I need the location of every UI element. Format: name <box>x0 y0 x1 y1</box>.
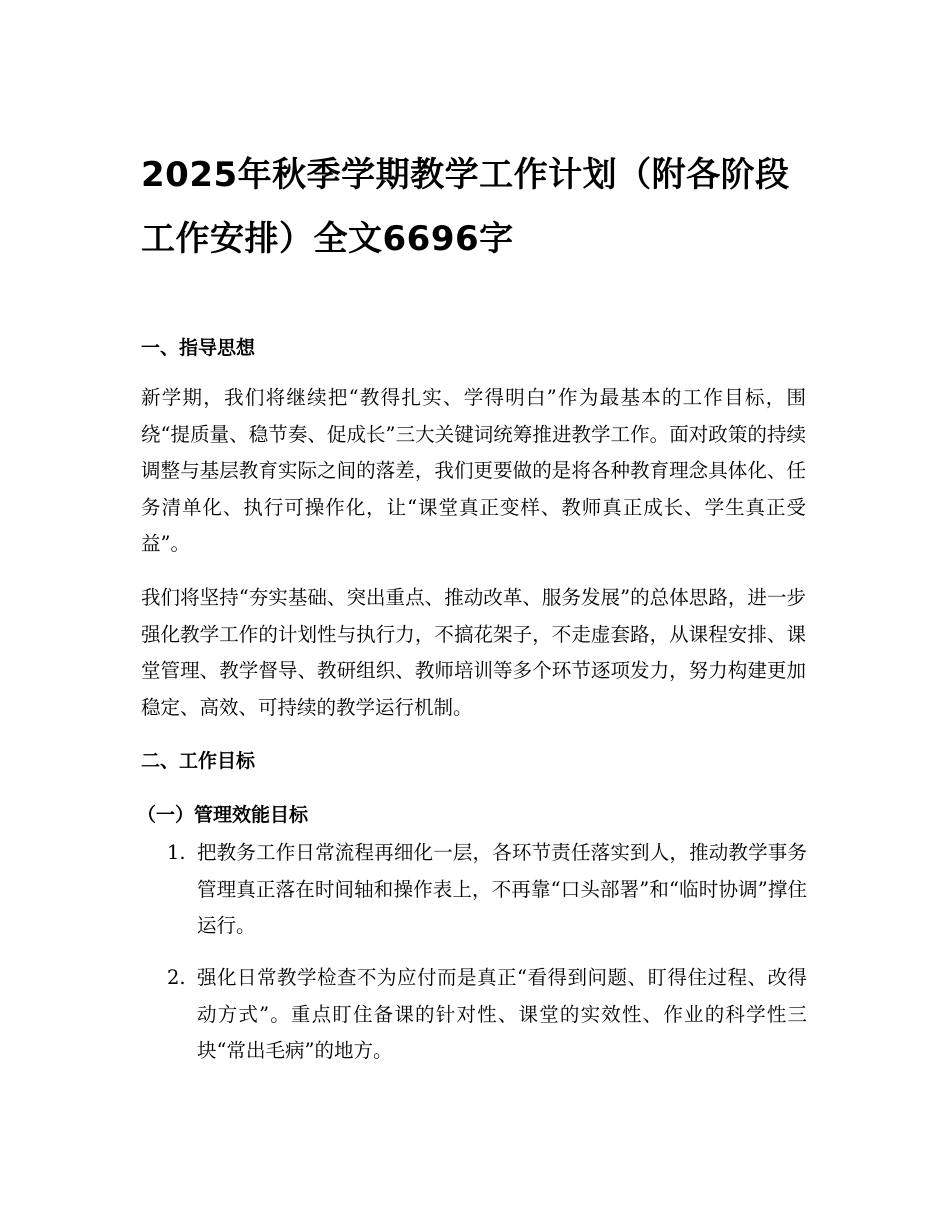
list-item-text: 强化日常教学检查不为应付而是真正“看得到问题、盯得住过程、改得动方式”。重点盯住备课的针对性、课堂的实效性、作业的科学性三块“常出毛病”的地方。 <box>197 966 807 1062</box>
list-item-number: 2. <box>167 966 186 989</box>
paragraph-guiding-1: 新学期，我们将继续把“教得扎实、学得明白”作为最基本的工作目标，围绕“提质量、稳节奏、促成长”三大关键词统筹推进教学工作。面对政策的持续调整与基层教育实际之间的落差，我们更要做的是将各种教育理念具体化、任务清单化、执行可操作化，让“课堂真正变样、教师真正成长、学生真正受益”。 <box>141 386 806 555</box>
section-heading-work-goals: 二、工作目标 <box>141 750 256 772</box>
paragraph-guiding-2: 我们将坚持“夯实基础、突出重点、推动改革、服务发展”的总体思路，进一步强化教学工作的计划性与执行力，不搞花架子，不走虚套路，从课程安排、课堂管理、教学督导、教研组织、教师培训等多个环节逐项发力，努力构建更加稳定、高效、可持续的教学运行机制。 <box>141 586 806 719</box>
list-item <box>167 960 807 1070</box>
subsection-heading-management-efficiency: （一）管理效能目标 <box>137 804 309 826</box>
list-item-text: 把教务工作日常流程再细化一层，各环节责任落实到人，推动教学事务管理真正落在时间轴和操作表上，不再靠“口头部署”和“临时协调”撑住运行。 <box>197 841 807 937</box>
document-title: 2025年秋季学期教学工作计划（附各阶段工作安排）全文6696字 <box>141 155 790 259</box>
list-item <box>167 835 807 945</box>
list-item-number: 1. <box>167 841 186 864</box>
section-heading-guiding-ideology: 一、指导思想 <box>141 337 256 359</box>
